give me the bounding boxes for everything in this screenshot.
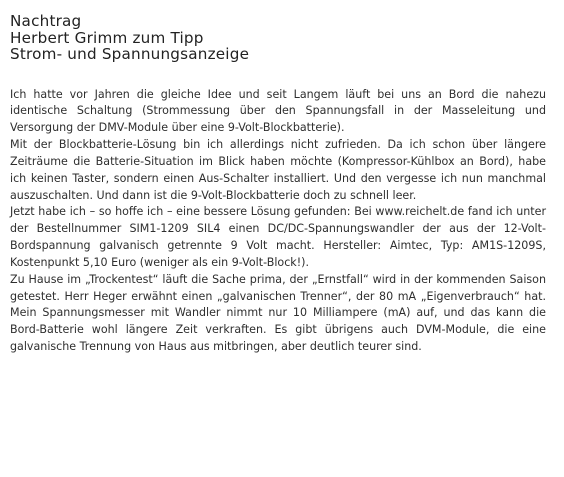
- heading-line-topic: Strom- und Spannungsanzeige: [10, 45, 250, 63]
- heading-line-author: Herbert Grimm zum Tipp: [10, 28, 204, 47]
- article-body: [10, 87, 546, 357]
- paragraph-idea: Ich hatte vor Jahren die gleiche Idee und seit Langem läuft bei uns an Bord die nahezu identische Schaltung (Strommessung über den Spannungsfall in der Masseleitung und Versorgung der DMV-Module über eine 9-Volt-Blockbatterie).: [10, 87, 546, 135]
- heading-line-nachtrag: Nachtrag: [10, 12, 82, 30]
- article-heading: [10, 13, 546, 63]
- paragraph-battery: Mit der Blockbatterie-Lösung bin ich allerdings nicht zufrieden. Da ich schon über längere Zeiträume die Batterie-Situation im Blick haben möchte (Kompressor-Kühlbox an Bord), habe ich keinen Taster, sondern einen Aus-Schalter installiert. Und den vergesse ich nun manchmal auszuschalten. Und dann ist die 9-Volt-Blockbatterie doch zu schnell leer.: [10, 138, 546, 202]
- paragraph-test: Zu Hause im „Trockentest“ läuft die Sache prima, der „Ernstfall“ wird in der kommenden Saison getestet. Herr Heger erwähnt einen „galvanischen Trenner“, der 80 mA „Eigenverbrauch“ hat. Mein Spannungsmesser mit Wandler nimmt nur 10 Milliampere (mA) auf, und das kann die Bord-Batterie wohl längere Zeit verkraften. Es gibt übrigens auch DVM-Module, die eine galvanische Trennung von Haus aus mitbringen, aber deutlich teurer sind.: [10, 272, 546, 354]
- paragraph-solution: Jetzt habe ich – so hoffe ich – eine bessere Lösung gefunden: Bei www.reichelt.de fand ich unter der Bestellnummer SIM1-1209 SIL4 einen DC/DC-Spannungswandler der aus der 12-Volt-Bordspannung galvanisch getrennte 9 Volt macht. Hersteller: Aimtec, Typ: AM1S-1209S, Kostenpunkt 5,10 Euro (weniger als ein 9-Volt-Block!).: [10, 205, 546, 269]
